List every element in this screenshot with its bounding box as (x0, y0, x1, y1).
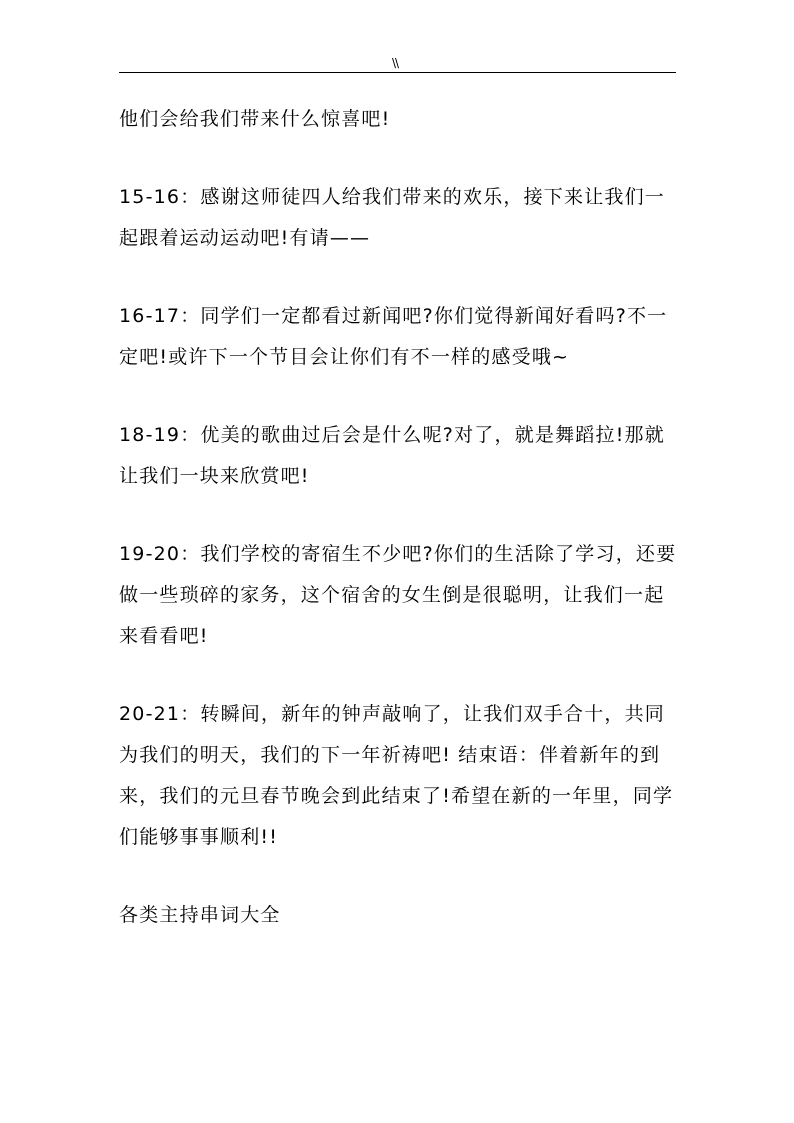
paragraph-gap (119, 140, 679, 177)
header-rule (119, 72, 676, 73)
paragraph-gap (119, 858, 679, 895)
paragraph-18-19: 18-19：优美的歌曲过后会是什么呢?对了，就是舞蹈拉!那就让我们一块来欣赏吧! (119, 424, 665, 487)
document-body (119, 99, 679, 936)
paragraph-intro: 他们会给我们带来什么惊喜吧! (119, 108, 391, 130)
paragraph-19-20: 19-20：我们学校的寄宿生不少吧?你们的生活除了学习，还要做一些琐碎的家务，这个宿舍的女生倒是很聪明，让我们一起来看看吧! (119, 543, 677, 647)
paragraph-20-21: 20-21：转瞬间，新年的钟声敲响了，让我们双手合十，共同为我们的明天，我们的下一年祈祷吧! 结束语：伴着新年的到来，我们的元旦春节晚会到此结束了!希望在新的一年里，同学们能够事事顺利!! (119, 703, 674, 848)
paragraph-gap (119, 657, 679, 694)
header-mark: \\ (392, 56, 399, 70)
paragraph-15-16: 15-16：感谢这师徒四人给我们带来的欢乐，接下来让我们一起跟着运动运动吧!有请—— (119, 186, 666, 249)
paragraph-16-17: 16-17：同学们一定都看过新闻吧?你们觉得新闻好看吗?不一定吧!或许下一个节目会让你们有不一样的感受哦~ (119, 305, 668, 368)
paragraph-gap (119, 259, 679, 296)
section-title: 各类主持串词大全 (119, 904, 281, 926)
paragraph-gap (119, 497, 679, 534)
paragraph-gap (119, 378, 679, 415)
